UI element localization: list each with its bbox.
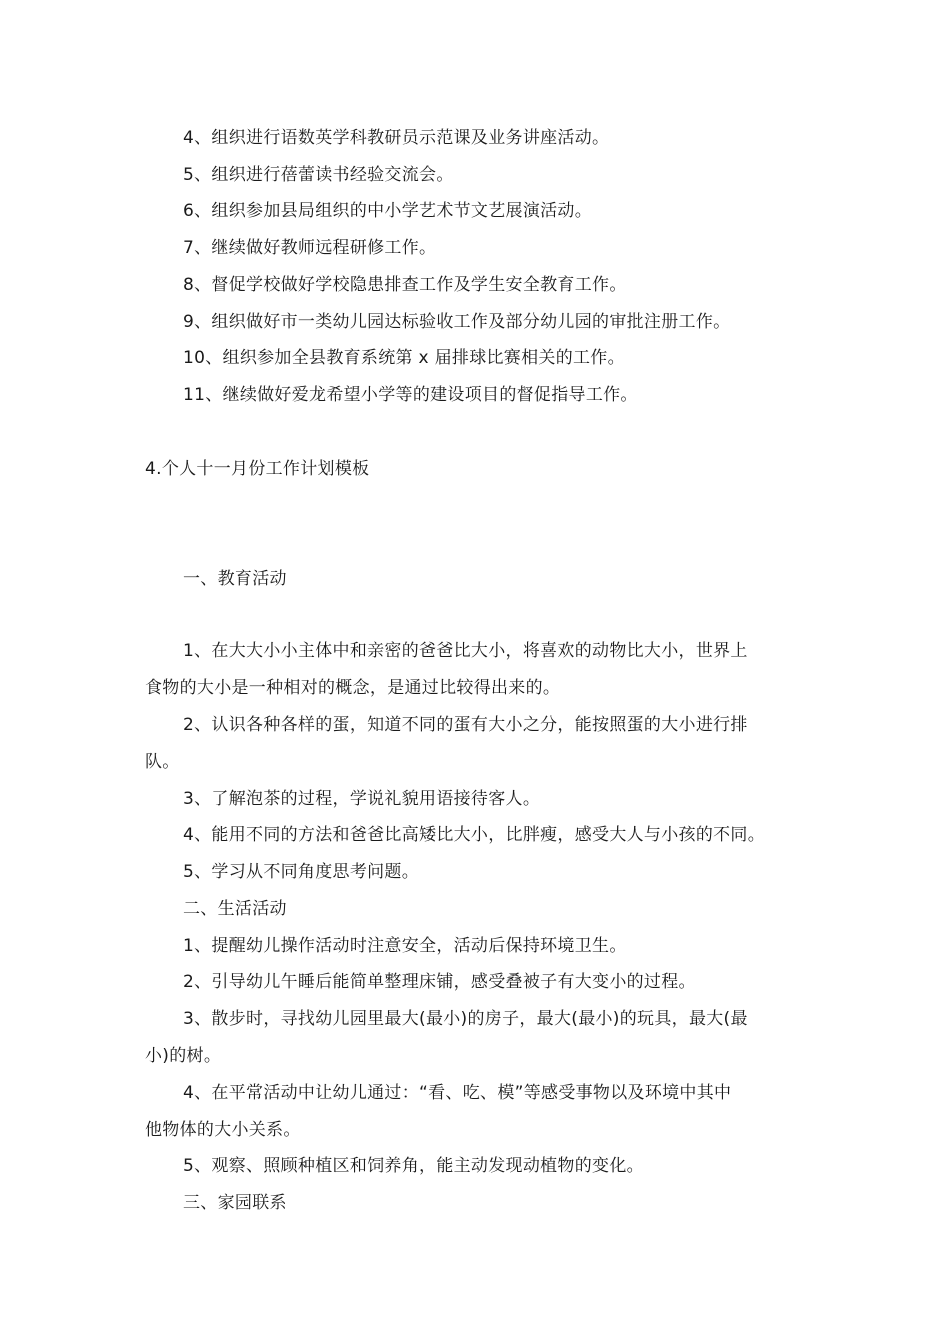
list-item: 9、组织做好市一类幼儿园达标验收工作及部分幼儿园的审批注册工作。 bbox=[183, 312, 731, 332]
paragraph-line: 5、观察、照顾种植区和饲养角，能主动发现动植物的变化。 bbox=[183, 1156, 644, 1176]
paragraph-line: 食物的大小是一种相对的概念，是通过比较得出来的。 bbox=[145, 678, 561, 698]
paragraph-line: 5、学习从不同角度思考问题。 bbox=[183, 862, 420, 882]
section-title: 4.个人十一月份工作计划模板 bbox=[145, 459, 370, 479]
paragraph-line: 2、认识各种各样的蛋，知道不同的蛋有大小之分，能按照蛋的大小进行排 bbox=[183, 715, 748, 735]
list-item: 6、组织参加县局组织的中小学艺术节文艺展演活动。 bbox=[183, 201, 593, 221]
paragraph-line: 4、能用不同的方法和爸爸比高矮比大小，比胖瘦，感受大人与小孩的不同。 bbox=[183, 825, 766, 845]
list-item: 10、组织参加全县教育系统第 x 届排球比赛相关的工作。 bbox=[183, 348, 625, 368]
paragraph-line: 队。 bbox=[145, 752, 180, 772]
paragraph-line: 1、在大大小小主体中和亲密的爸爸比大小，将喜欢的动物比大小，世界上 bbox=[183, 641, 748, 661]
paragraph-line: 3、散步时，寻找幼儿园里最大(最小)的房子，最大(最小)的玩具，最大(最 bbox=[183, 1009, 748, 1029]
section-heading-home: 三、家园联系 bbox=[183, 1193, 287, 1213]
list-item: 11、继续做好爱龙希望小学等的建设项目的督促指导工作。 bbox=[183, 385, 638, 405]
paragraph-line: 他物体的大小关系。 bbox=[145, 1120, 301, 1140]
list-item: 5、组织进行蓓蕾读书经验交流会。 bbox=[183, 165, 454, 185]
list-item: 8、督促学校做好学校隐患排查工作及学生安全教育工作。 bbox=[183, 275, 627, 295]
paragraph-line: 2、引导幼儿午睡后能简单整理床铺，感受叠被子有大变小的过程。 bbox=[183, 972, 696, 992]
section-heading-education: 一、教育活动 bbox=[183, 569, 287, 589]
section-heading-life: 二、生活活动 bbox=[183, 899, 287, 919]
paragraph-line: 1、提醒幼儿操作活动时注意安全，活动后保持环境卫生。 bbox=[183, 936, 627, 956]
paragraph-line: 3、了解泡茶的过程，学说礼貌用语接待客人。 bbox=[183, 789, 541, 809]
paragraph-line: 小)的树。 bbox=[145, 1046, 222, 1066]
paragraph-line: 4、在平常活动中让幼儿通过：“看、吃、模”等感受事物以及环境中其中 bbox=[183, 1083, 732, 1103]
list-item: 4、组织进行语数英学科教研员示范课及业务讲座活动。 bbox=[183, 128, 610, 148]
list-item: 7、继续做好教师远程研修工作。 bbox=[183, 238, 437, 258]
